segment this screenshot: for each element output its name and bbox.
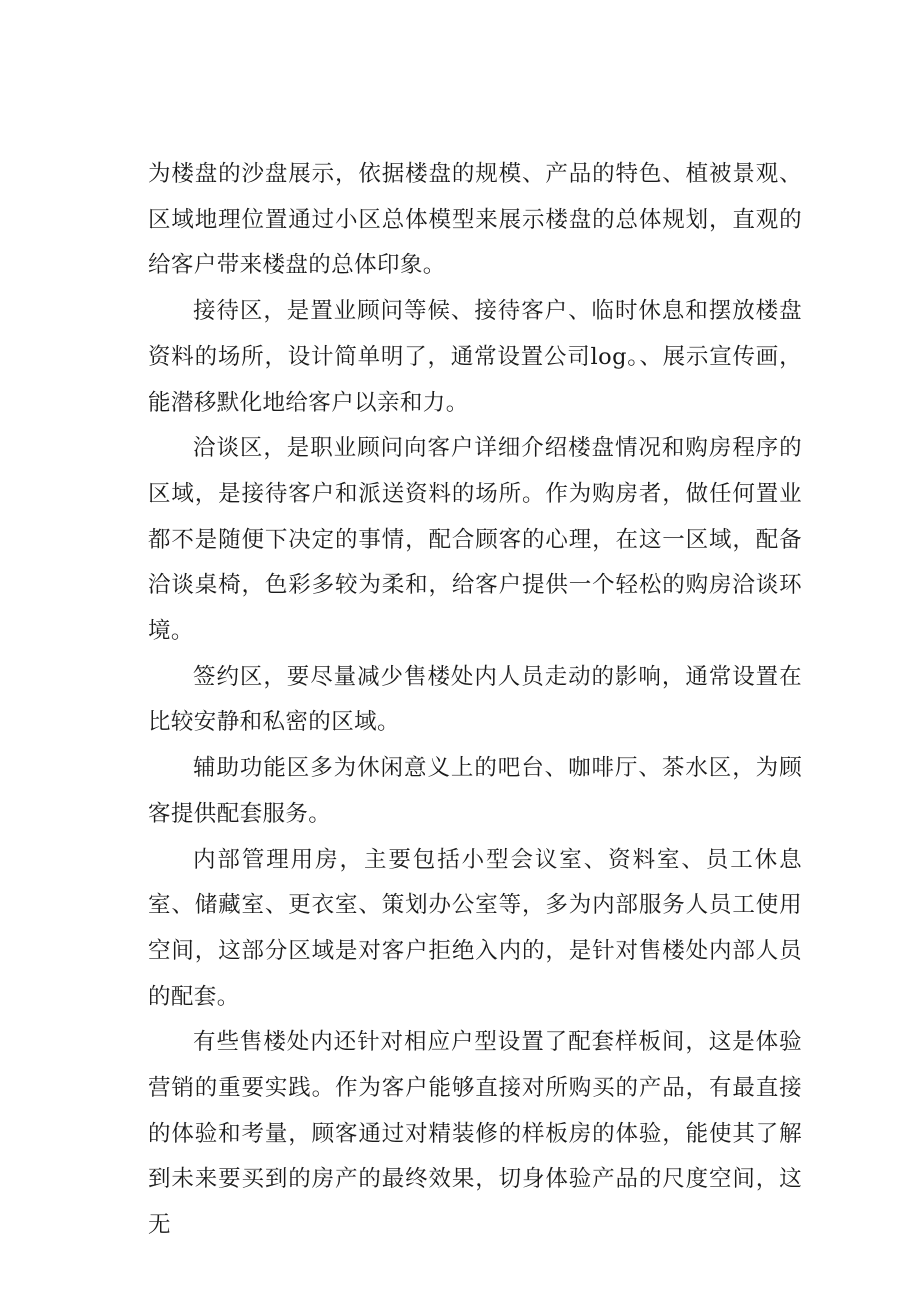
paragraph-sand-table: 为楼盘的沙盘展示，依据楼盘的规模、产品的特色、植被景观、区域地理位置通过小区总体模型来展示楼盘的总体规划，直观的给客户带来楼盘的总体印象。 — [148, 161, 802, 279]
paragraph-internal-rooms: 内部管理用房，主要包括小型会议室、资料室、员工休息室、储藏室、更衣室、策划办公室等，多为内部服务人员工使用空间，这部分区域是对客户拒绝入内的，是针对售楼处内部人员的配套。 — [148, 846, 802, 1010]
paragraph-signing-area: 签约区，要尽量减少售楼处内人员走动的影响，通常设置在比较安静和私密的区域。 — [148, 663, 802, 736]
paragraph-model-rooms: 有些售楼处内还针对相应户型设置了配套样板间，这是体验营销的重要实践。作为客户能够直接对所购买的产品，有最直接的体验和考量，顾客通过对精装修的样板房的体验，能使其了解到未来要买到的房产的最终效果，切身体验产品的尺度空间，这无 — [148, 1029, 802, 1239]
document-body — [148, 152, 802, 1249]
paragraph-negotiation-area: 洽谈区，是职业顾问向客户详细介绍楼盘情况和购房程序的区域，是接待客户和派送资料的场所。作为购房者，做任何置业都不是随便下决定的事情，配合顾客的心理，在这一区域，配备洽谈桌椅，色彩多较为柔和，给客户提供一个轻松的购房洽谈环境。 — [148, 435, 802, 645]
paragraph-reception-area: 接待区，是置业顾问等候、接待客户、临时休息和摆放楼盘资料的场所，设计简单明了，通常设置公司log。、展示宣传画，能潜移默化地给客户以亲和力。 — [148, 298, 802, 416]
paragraph-auxiliary-area: 辅助功能区多为休闲意义上的吧台、咖啡厅、茶水区，为顾客提供配套服务。 — [148, 755, 802, 827]
